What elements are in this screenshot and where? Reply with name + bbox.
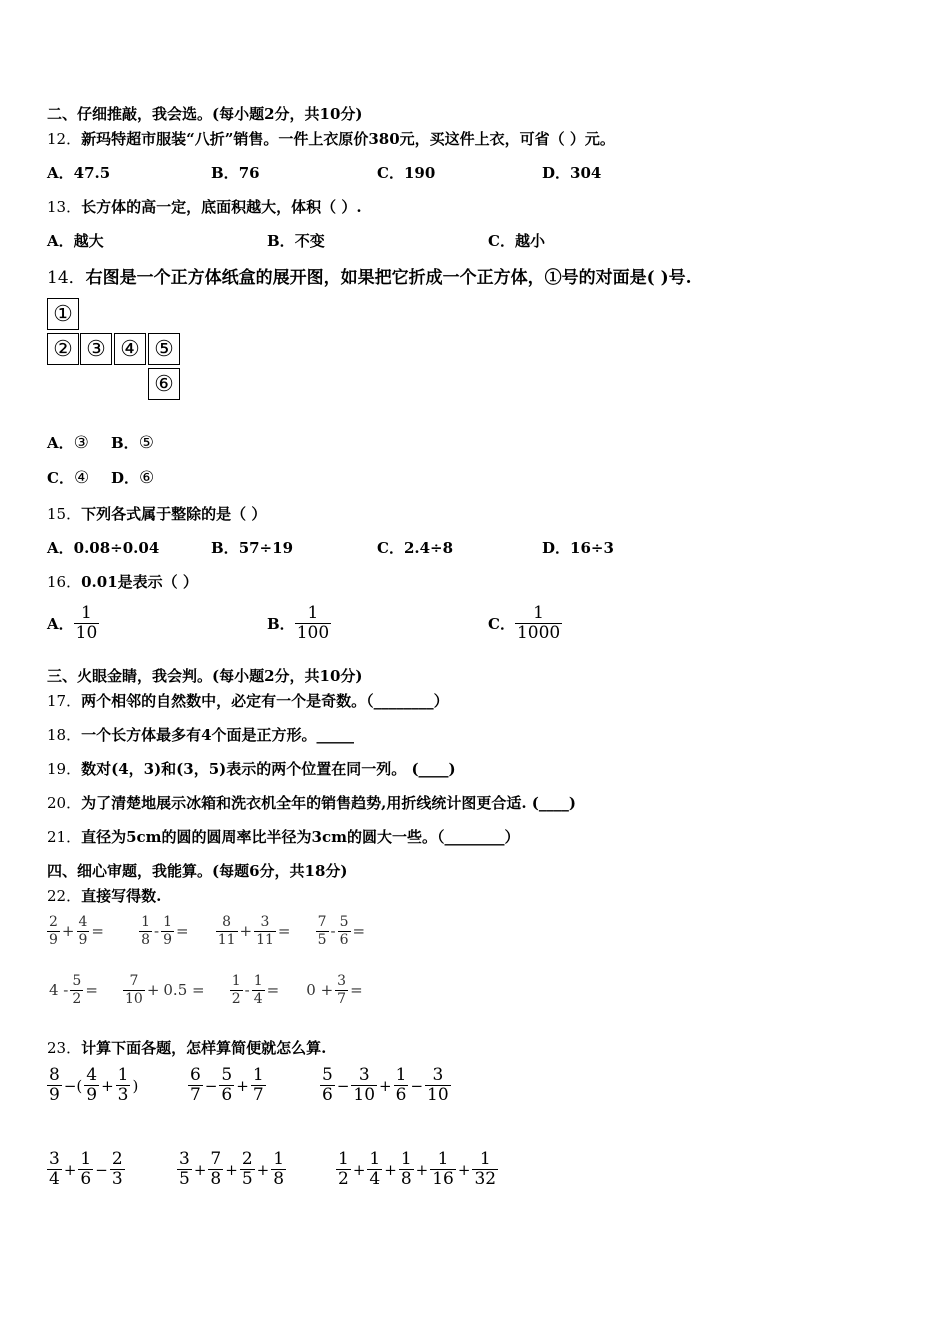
q21-number: 21． — [47, 828, 82, 846]
numerator: 4 — [86, 1065, 98, 1085]
net-face-6: ⑥ — [148, 368, 180, 400]
numerator: 5 — [221, 1065, 233, 1085]
numerator: 1 — [400, 1149, 412, 1169]
numerator: 7 — [123, 973, 145, 991]
fraction — [78, 1150, 93, 1189]
q20-text: 为了清楚地展示冰箱和洗衣机全年的销售趋势,用折线统计图更合适. (____) — [81, 794, 576, 812]
option-letter: D． — [542, 539, 571, 557]
fraction — [161, 914, 174, 949]
operator: + — [384, 1160, 397, 1179]
option-value: ③ — [73, 433, 89, 453]
q17-text: 两个相邻的自然数中，必定有一个是奇数。（________） — [81, 692, 449, 710]
operator: −( — [63, 1076, 83, 1095]
numerator: 1 — [253, 973, 263, 989]
operator: − — [410, 1076, 424, 1095]
option-letter: A． — [47, 164, 74, 182]
fraction — [177, 1150, 192, 1189]
operator: - — [244, 981, 250, 1000]
q23-expr-2[interactable] — [188, 1066, 266, 1105]
q15-option-c[interactable] — [377, 537, 453, 558]
q22-row1 — [47, 914, 395, 949]
fraction — [47, 1066, 62, 1105]
option-letter: D． — [111, 469, 140, 487]
denominator: 100 — [296, 622, 330, 643]
mental-calc-item[interactable] — [230, 973, 282, 1008]
numerator: 1 — [395, 1065, 407, 1085]
denominator: 32 — [474, 1168, 497, 1189]
denominator: 6 — [322, 1084, 333, 1105]
section2-title: 二、仔细推敲，我会选。(每小题2分，共10分) — [47, 105, 363, 123]
option-value: 47.5 — [73, 164, 111, 182]
q12-text: 新玛特超市服装“八折”销售。一件上衣原价380元，买这件上衣，可省（ ）元。 — [81, 130, 615, 148]
q15-number: 15． — [47, 505, 82, 523]
q23-expr-3[interactable] — [320, 1066, 451, 1105]
q16-stem — [47, 571, 198, 592]
q12-stem — [47, 128, 615, 149]
denominator: 2 — [338, 1168, 349, 1189]
q14-text: 右图是一个正方体纸盒的展开图，如果把它折成一个正方体，①号的对面是( )号. — [85, 268, 692, 288]
option-letter: C． — [488, 615, 515, 634]
fraction — [219, 1066, 234, 1105]
numerator: 1 — [369, 1149, 381, 1169]
operator: + — [101, 1076, 114, 1095]
numerator: 7 — [317, 914, 327, 930]
denominator: 5 — [179, 1168, 190, 1189]
option-letter: C． — [377, 539, 404, 557]
option-value: 190 — [403, 164, 436, 182]
q19-number: 19． — [47, 760, 82, 778]
option-value: 76 — [238, 164, 260, 182]
denominator: 10 — [75, 622, 98, 643]
numerator: 1 — [74, 604, 100, 624]
denominator: 8 — [400, 1168, 412, 1189]
option-letter: A． — [47, 539, 74, 557]
fraction — [399, 1150, 414, 1189]
option-value: 越小 — [514, 232, 545, 250]
mental-calc-item[interactable] — [47, 914, 106, 949]
net-face-1: ① — [47, 298, 79, 330]
fraction — [336, 1150, 351, 1189]
q16-number: 16． — [47, 573, 82, 591]
denominator: 4 — [253, 990, 263, 1007]
q17-stem — [47, 690, 449, 711]
fraction — [139, 914, 152, 949]
q12-option-c[interactable] — [377, 162, 435, 183]
denominator: 9 — [49, 931, 58, 948]
denominator: 5 — [241, 1168, 253, 1189]
q18-stem — [47, 724, 354, 745]
cube-net-figure — [47, 298, 183, 402]
option-letter: A． — [47, 615, 74, 634]
numerator: 1 — [430, 1150, 456, 1170]
denominator: 7 — [337, 990, 347, 1007]
leading-term: 0 + — [306, 981, 334, 1000]
q13-option-a[interactable] — [47, 230, 104, 251]
denominator: 6 — [339, 931, 349, 948]
denominator: 7 — [252, 1084, 264, 1105]
fraction — [295, 604, 331, 643]
numerator: 1 — [141, 914, 151, 930]
option-value: ⑤ — [138, 433, 154, 453]
equals-sign: = — [350, 981, 363, 1000]
q14-number: 14． — [47, 268, 86, 288]
denominator: 6 — [80, 1168, 92, 1189]
numerator: 7 — [210, 1149, 222, 1169]
q21-stem — [47, 826, 519, 847]
fraction — [251, 1066, 266, 1105]
option-letter: B． — [111, 434, 139, 452]
numerator: 1 — [117, 1065, 129, 1085]
fraction — [70, 973, 83, 1008]
operator: + — [146, 981, 160, 1000]
q18-text: 一个长方体最多有4个面是正方形。_____ — [81, 726, 355, 744]
q15-text: 下列各式属于整除的是（ ） — [81, 505, 267, 523]
q23-number: 23． — [47, 1039, 82, 1057]
option-value: 304 — [570, 164, 602, 182]
denominator: 6 — [395, 1084, 407, 1105]
denominator: 9 — [49, 1084, 60, 1105]
q23-text: 计算下面各题，怎样算简便就怎么算. — [81, 1039, 327, 1057]
numerator: 3 — [337, 973, 347, 989]
denominator: 2 — [72, 990, 82, 1007]
option-letter: C． — [488, 232, 515, 250]
option-letter: A． — [47, 434, 74, 452]
numerator: 1 — [252, 1065, 264, 1085]
denominator: 2 — [231, 990, 241, 1007]
numerator: 1 — [231, 973, 241, 989]
q22-text: 直接写得数. — [81, 887, 162, 905]
mental-calc-item[interactable] — [47, 973, 100, 1008]
denominator: 9 — [163, 931, 173, 948]
operator: − — [95, 1160, 108, 1179]
q15-option-b[interactable] — [211, 537, 293, 558]
numerator: 2 — [111, 1149, 123, 1169]
q16-text: 0.01是表示（ ） — [81, 573, 198, 591]
q23-expr-5[interactable] — [177, 1150, 286, 1189]
q13-number: 13． — [47, 198, 82, 216]
numerator: 1 — [273, 1149, 285, 1169]
fraction — [216, 914, 238, 949]
option-letter: C． — [47, 469, 74, 487]
q23-expr-1[interactable] — [47, 1066, 140, 1105]
operator: + — [193, 1160, 207, 1179]
fraction — [74, 604, 100, 643]
denominator: 3 — [117, 1084, 129, 1105]
operator: + — [457, 1160, 471, 1179]
numerator: 5 — [339, 914, 349, 930]
q22-stem — [47, 885, 161, 906]
q14-option-a[interactable] — [47, 432, 89, 453]
denominator: 4 — [369, 1168, 381, 1189]
q17-number: 17． — [47, 692, 82, 710]
numerator: 3 — [425, 1066, 451, 1086]
mental-calc-item[interactable] — [304, 973, 364, 1008]
denominator: 10 — [353, 1084, 376, 1105]
net-face-4: ④ — [114, 333, 146, 365]
close-paren: ) — [132, 1076, 139, 1095]
net-face-3: ③ — [80, 333, 112, 365]
fraction — [240, 1150, 255, 1189]
fraction — [77, 914, 90, 949]
fraction — [123, 973, 145, 1008]
denominator: 8 — [210, 1168, 222, 1189]
equals-sign: = — [176, 922, 189, 941]
option-value: 16÷3 — [570, 539, 614, 557]
numerator: 1 — [295, 604, 331, 624]
q19-stem — [47, 758, 456, 779]
operator: + — [256, 1160, 270, 1179]
numerator: 5 — [322, 1065, 333, 1085]
denominator: 8 — [141, 931, 151, 948]
q12-option-d[interactable] — [542, 162, 601, 183]
q12-option-b[interactable] — [211, 162, 260, 183]
q13-text: 长方体的高一定，底面积越大，体积（ ）. — [81, 198, 362, 216]
fraction — [110, 1150, 125, 1189]
q14-option-b[interactable] — [111, 432, 154, 453]
operator: + — [236, 1076, 249, 1095]
operator: − — [204, 1076, 218, 1095]
q21-text: 直径为5cm的圆的圆周率比半径为3cm的圆大一些。（________） — [81, 828, 520, 846]
denominator: 9 — [86, 1084, 98, 1105]
option-letter: B． — [211, 539, 239, 557]
q12-option-a[interactable] — [47, 162, 110, 183]
q15-stem — [47, 503, 266, 524]
q22-row2 — [47, 973, 393, 1008]
denominator: 8 — [273, 1168, 285, 1189]
operator: + — [239, 922, 253, 941]
equals-sign: = — [266, 981, 280, 1000]
q14-option-c[interactable] — [47, 467, 89, 488]
numerator: 3 — [49, 1149, 60, 1169]
denominator: 9 — [78, 931, 88, 948]
denominator: 1000 — [516, 622, 561, 643]
numerator: 1 — [472, 1150, 498, 1170]
denominator: 4 — [49, 1168, 60, 1189]
fraction — [188, 1066, 203, 1105]
option-value: 2.4÷8 — [403, 539, 454, 557]
fraction — [316, 914, 329, 949]
numerator: 2 — [49, 914, 58, 930]
denominator: 3 — [111, 1168, 123, 1189]
q19-text: 数对(4，3)和(3，5)表示的两个位置在同一列。 (____) — [81, 760, 456, 778]
denominator: 11 — [217, 931, 236, 948]
option-letter: A． — [47, 232, 74, 250]
q12-number: 12． — [47, 130, 82, 148]
q22-number: 22． — [47, 887, 82, 905]
numerator: 1 — [338, 1149, 349, 1169]
operator: − — [336, 1076, 350, 1095]
q14-stem — [47, 263, 692, 288]
section4-title: 四、细心审题，我能算。(每题6分，共18分) — [47, 862, 348, 880]
option-letter: D． — [542, 164, 571, 182]
fraction — [254, 914, 276, 949]
operator: + — [61, 922, 75, 941]
equals-sign: = — [91, 922, 104, 941]
operator: - — [330, 922, 336, 941]
q16-option-b[interactable] — [267, 604, 331, 643]
numerator: 2 — [241, 1149, 253, 1169]
operator: + — [63, 1160, 77, 1179]
fraction — [394, 1066, 409, 1105]
operator: - — [154, 922, 160, 941]
net-face-5: ⑤ — [148, 333, 180, 365]
q13-option-c[interactable] — [488, 230, 545, 251]
denominator: 10 — [427, 1084, 449, 1105]
numerator: 3 — [254, 914, 276, 932]
denominator: 7 — [190, 1084, 201, 1105]
numerator: 3 — [179, 1149, 190, 1169]
q16-option-a[interactable] — [47, 604, 99, 643]
numerator: 1 — [515, 604, 562, 624]
numerator: 8 — [216, 914, 238, 932]
fraction — [84, 1066, 99, 1105]
option-value: 越大 — [73, 232, 104, 250]
fraction — [338, 914, 351, 949]
operator: + — [352, 1160, 366, 1179]
denominator: 16 — [432, 1168, 454, 1189]
numerator: 8 — [49, 1065, 60, 1085]
fraction — [425, 1066, 451, 1105]
numerator: 1 — [163, 914, 173, 930]
fraction — [320, 1066, 335, 1105]
q13-stem — [47, 196, 362, 217]
q23-expr-6[interactable] — [336, 1150, 498, 1189]
leading-term: 4 - — [49, 981, 69, 1000]
q15-option-d[interactable] — [542, 537, 614, 558]
operator: + — [379, 1076, 392, 1095]
fraction — [116, 1066, 131, 1105]
option-value: ⑥ — [139, 468, 155, 488]
fraction — [430, 1150, 456, 1189]
operator: + — [415, 1160, 429, 1179]
equals-sign: = — [277, 922, 291, 941]
q23-stem — [47, 1037, 326, 1058]
net-face-2: ② — [47, 333, 79, 365]
numerator: 6 — [190, 1065, 201, 1085]
mental-calc-item[interactable] — [316, 914, 368, 949]
q16-option-c[interactable] — [488, 604, 562, 643]
q18-number: 18． — [47, 726, 82, 744]
option-value: 0.08÷0.04 — [73, 539, 160, 557]
option-letter: C． — [377, 164, 404, 182]
denominator: 11 — [256, 931, 274, 948]
option-letter: B． — [267, 615, 295, 634]
option-value: ④ — [73, 468, 90, 488]
q20-number: 20． — [47, 794, 82, 812]
option-value: 57÷19 — [238, 539, 294, 557]
option-letter: B． — [211, 164, 239, 182]
fraction — [351, 1066, 377, 1105]
section3-title: 三、火眼金睛，我会判。(每小题2分，共10分) — [47, 667, 363, 685]
fraction — [252, 973, 265, 1008]
q14-option-d[interactable] — [111, 467, 154, 488]
operator: + — [225, 1160, 238, 1179]
fraction — [515, 604, 562, 643]
q20-stem — [47, 792, 576, 813]
fraction — [47, 1150, 62, 1189]
q15-option-a[interactable] — [47, 537, 159, 558]
fraction — [208, 1150, 223, 1189]
fraction — [47, 914, 60, 949]
equals-sign: = — [352, 922, 366, 941]
denominator: 5 — [317, 931, 327, 948]
option-letter: B． — [267, 232, 295, 250]
mental-calc-item[interactable] — [139, 914, 191, 949]
option-value: 不变 — [294, 232, 325, 250]
mental-calc-item[interactable] — [216, 914, 293, 949]
fraction — [230, 973, 243, 1008]
numerator: 4 — [78, 914, 88, 930]
denominator: 6 — [221, 1084, 233, 1105]
q23-expr-4[interactable] — [47, 1150, 125, 1189]
trailing-term: 0.5 = — [163, 981, 205, 1000]
fraction — [472, 1150, 498, 1189]
fraction — [335, 973, 348, 1008]
mental-calc-item[interactable] — [123, 973, 207, 1008]
numerator: 1 — [80, 1149, 92, 1169]
numerator: 3 — [351, 1066, 377, 1086]
fraction — [271, 1150, 286, 1189]
equals-sign: = — [85, 981, 98, 1000]
fraction — [367, 1150, 382, 1189]
denominator: 10 — [124, 990, 143, 1007]
numerator: 5 — [72, 973, 82, 989]
q13-option-b[interactable] — [267, 230, 325, 251]
